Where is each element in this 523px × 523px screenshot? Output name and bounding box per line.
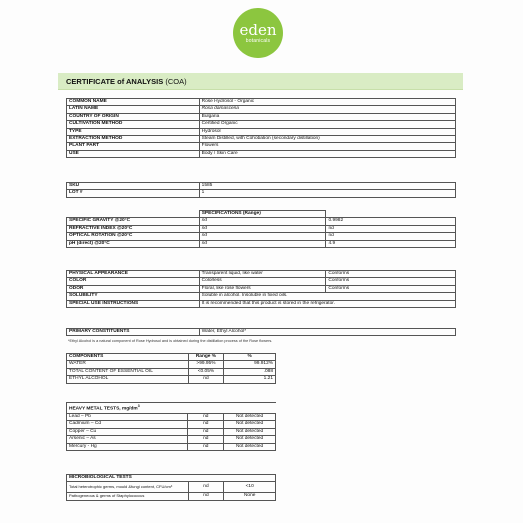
spec-value: 4.9 xyxy=(326,240,456,247)
spec-value: nd xyxy=(326,225,456,232)
table-row xyxy=(67,443,276,450)
metal-range: nd xyxy=(188,414,224,421)
metal-name: Lead – Pb xyxy=(67,414,188,421)
component-range: >99.95% xyxy=(188,361,224,368)
spec-header: SPECIFICATIONS (Range) xyxy=(199,211,326,218)
metal-result: Not detected xyxy=(224,443,276,450)
metal-name: Arsenic – As xyxy=(67,436,188,443)
property-label: ODOR xyxy=(67,285,200,292)
component-name: TOTAL CONTENT OF ESSENTIAL OIL xyxy=(67,368,189,375)
spec-label: pH (direct) @20°C xyxy=(67,240,200,247)
table-row xyxy=(67,128,456,135)
table-row xyxy=(67,475,276,482)
specifications-table xyxy=(66,210,456,248)
eden-botanicals-logo xyxy=(233,8,283,58)
title-suffix: (COA) xyxy=(163,77,187,86)
table-row xyxy=(67,436,276,443)
table-row xyxy=(67,271,456,278)
spec-label: SPECIFIC GRAVITY @20°C xyxy=(67,218,200,225)
property-value: Floral, like rose flowers xyxy=(199,285,326,292)
product-info-table xyxy=(66,98,456,158)
table-row xyxy=(67,150,456,157)
table-row xyxy=(67,106,456,113)
metal-name: Mercury - Hg xyxy=(67,443,188,450)
metal-name: Copper – Cu xyxy=(67,428,188,435)
property-status: Conforms xyxy=(326,278,456,285)
metal-result: Not detected xyxy=(224,436,276,443)
component-percent: .088 xyxy=(224,368,276,375)
table-row xyxy=(67,361,276,368)
field-label: LOT # xyxy=(67,190,200,197)
field-label: CULTIVATION METHOD xyxy=(67,121,200,128)
heavy-metal-header-sup: 3 xyxy=(137,404,140,408)
logo-word: eden xyxy=(239,21,277,39)
field-value: Bulgaria xyxy=(199,113,455,120)
table-row xyxy=(67,240,456,247)
metal-result: Not detected xyxy=(224,421,276,428)
component-percent: 99.912% xyxy=(224,361,276,368)
components-header: COMPONENTS xyxy=(67,354,189,361)
table-row xyxy=(67,293,456,300)
spec-range: nd xyxy=(199,240,326,247)
property-value: Transparent liquid, like water xyxy=(199,271,326,278)
micro-range: nd xyxy=(188,482,224,493)
percent-header: % xyxy=(224,354,276,361)
table-row xyxy=(67,300,456,307)
spec-range: nd xyxy=(199,225,326,232)
primary-value: Water, Ethyl Alcohol* xyxy=(199,329,455,336)
table-row xyxy=(67,493,276,500)
components-table xyxy=(66,353,276,384)
logo-subword: botanicals xyxy=(245,38,271,44)
micro-header: MICROBIOLOGICAL TESTS xyxy=(67,475,276,482)
table-row xyxy=(67,278,456,285)
property-label: SOLUBILITY xyxy=(67,293,200,300)
field-value: 1585 xyxy=(199,183,455,190)
physical-properties-table xyxy=(66,270,456,308)
table-row xyxy=(67,225,456,232)
spec-value: nd xyxy=(326,233,456,240)
table-row xyxy=(67,414,276,421)
spec-value: 0.9982 xyxy=(326,218,456,225)
metal-range: nd xyxy=(188,421,224,428)
table-row xyxy=(67,421,276,428)
component-name: WATER xyxy=(67,361,189,368)
table-row xyxy=(67,285,456,292)
property-label: COLOR xyxy=(67,278,200,285)
micro-test-name: Total heterotrophic germs, mould &fungi content, CFU/cm³ xyxy=(67,482,189,493)
spec-label: OPTICAL ROTATION @20°C xyxy=(67,233,200,240)
table-row xyxy=(67,113,456,120)
field-label: SKU xyxy=(67,183,200,190)
table-row xyxy=(67,368,276,375)
field-label: COUNTRY OF ORIGIN xyxy=(67,113,200,120)
sku-lot-table xyxy=(66,182,456,198)
field-value: Rosa damascena xyxy=(199,106,455,113)
field-label: COMMON NAME xyxy=(67,99,200,106)
heavy-metal-header xyxy=(67,403,276,414)
footnote: *Ethyl Alcohol is a natural component of Rose Hydrosol and is obtained during the distillation process of the Rose flowers. xyxy=(68,339,273,343)
table-row xyxy=(67,428,276,435)
spec-range: nd xyxy=(199,218,326,225)
property-status: Conforms xyxy=(326,285,456,292)
field-label: USE xyxy=(67,150,200,157)
table-row xyxy=(67,329,456,336)
field-value: Flowers xyxy=(199,143,455,150)
metal-result: Not detected xyxy=(224,414,276,421)
property-value: Colorless xyxy=(199,278,326,285)
metal-range: nd xyxy=(188,428,224,435)
table-row xyxy=(67,403,276,414)
field-label: TYPE xyxy=(67,128,200,135)
field-value: Hydrosol xyxy=(199,128,455,135)
table-row xyxy=(67,482,276,493)
spec-range: nd xyxy=(199,233,326,240)
property-label: SPECIAL USE INSTRUCTIONS xyxy=(67,300,200,307)
table-row xyxy=(67,136,456,143)
certificate-title xyxy=(58,73,463,90)
range-header: Range % xyxy=(188,354,224,361)
component-percent: 1.21 xyxy=(224,376,276,383)
field-label: EXTRACTION METHOD xyxy=(67,136,200,143)
property-value: It is recommended that this product is stored in the refrigerator. xyxy=(199,300,455,307)
property-value: Soluble in alcohol. Insoluble in fixed oils. xyxy=(199,293,455,300)
table-row xyxy=(67,183,456,190)
table-row xyxy=(67,211,456,218)
field-value: Certified Organic xyxy=(199,121,455,128)
property-label: PHYSICAL APPEARANCE xyxy=(67,271,200,278)
component-range: <0.05% xyxy=(188,368,224,375)
title-main: CERTIFICATE of ANALYSIS xyxy=(66,77,164,86)
heavy-metal-table xyxy=(66,402,276,451)
metal-result: Not detected xyxy=(224,428,276,435)
field-value: Steam Distilled, with Cohobation (secondary distillation) xyxy=(199,136,455,143)
microbiological-table xyxy=(66,474,276,501)
primary-label: PRIMARY CONSTITUENTS xyxy=(67,329,200,336)
table-row xyxy=(67,233,456,240)
table-row xyxy=(67,99,456,106)
micro-result: <10 xyxy=(224,482,276,493)
field-value: 1 xyxy=(199,190,455,197)
micro-range: nd xyxy=(188,493,224,500)
table-row xyxy=(67,190,456,197)
spec-label: REFRACTIVE INDEX @20°C xyxy=(67,225,200,232)
micro-test-name: Pathogeneous & germs of Staphylococcus xyxy=(67,493,189,500)
metal-range: nd xyxy=(188,436,224,443)
field-label: PLANT PART xyxy=(67,143,200,150)
metal-range: nd xyxy=(188,443,224,450)
primary-constituents-table xyxy=(66,328,456,336)
field-label: LATIN NAME xyxy=(67,106,200,113)
table-row xyxy=(67,354,276,361)
metal-name: Cadmium – Cd xyxy=(67,421,188,428)
table-row xyxy=(67,376,276,383)
component-range: nd xyxy=(188,376,224,383)
table-row xyxy=(67,143,456,150)
property-status: Conforms xyxy=(326,271,456,278)
table-row xyxy=(67,218,456,225)
heavy-metal-header-text: HEAVY METAL TESTS, mg/dm xyxy=(69,406,138,412)
table-row xyxy=(67,121,456,128)
field-value: Body / Skin Care xyxy=(199,150,455,157)
micro-result: None xyxy=(224,493,276,500)
field-value: Rose Hydrosol - Organic xyxy=(199,99,455,106)
component-name: ETHYL ALCOHOL xyxy=(67,376,189,383)
